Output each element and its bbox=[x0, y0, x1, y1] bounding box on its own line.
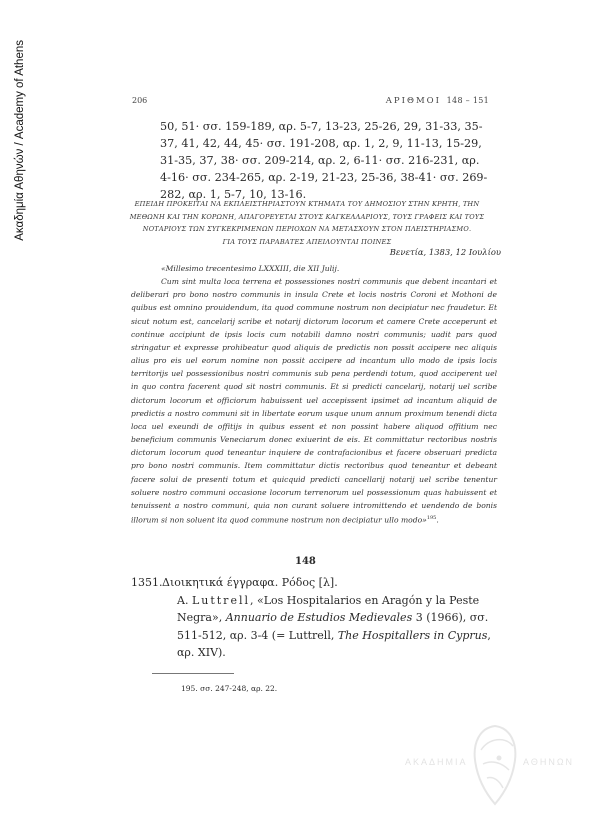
book-title: The Hospitallers in Cyprus bbox=[337, 628, 488, 642]
entry-number: 1351. bbox=[131, 576, 163, 589]
running-head bbox=[132, 94, 489, 108]
side-label bbox=[14, 40, 28, 280]
summary-line: ΝΟΤΑΡΙΟΥΣ ΤΩΝ ΣΥΓΚΕΚΡΙΜΕΝΩΝ ΠΕΡΙΟΧΩΝ ΝΑ ΜΕΤΑΣΧΟΥΝ ΣΤΟΝ ΠΛΕΙΣΤΗΡΙΑΣΜΟ. bbox=[142, 225, 472, 233]
running-title-greek: ΑΡΙΘΜΟΙ bbox=[385, 96, 441, 106]
journal-title: Annuario de Estudios Medievales bbox=[225, 611, 413, 624]
dateline: Βενετία, 1383, 12 Ιουλίου bbox=[389, 247, 501, 257]
section-number: 148 bbox=[295, 556, 316, 567]
running-title-range: 148 – 151 bbox=[446, 96, 489, 105]
footnote-divider bbox=[152, 673, 234, 674]
latin-end-punct: . bbox=[436, 515, 439, 525]
citation-part-1: , «Los Hospitalarios en Aragón y la Peste Negra», bbox=[177, 593, 480, 624]
latin-text bbox=[131, 262, 497, 527]
watermark-right-text: ΑΘΗΝΩΝ bbox=[523, 757, 575, 767]
latin-body-paragraph bbox=[131, 275, 497, 527]
latin-body: Cum sint multa loca terrena et possessiones nostri communis que debent incantari et deliberari pro bono nostro communis in insula Crete et locis nostris Coroni et Mothoni de quibus est omnino prouidendum, ita quod commune nostrum non decipiatur nec fraudetur. Et sicut notum est, cancelarij scribe et notarij dictorum locorum et camere Crete acceperunt et continue accipiunt de ipsis locis cum notabili damno nostri communis; uadit pars quod stringatur et expresse prohibeatur quod aliquis de predictis non possit accipere nec aliquis alius pro eis uel eorum nomine non possit accipere ad incantum ullo modo de ipsis locis territorijs uel possessionibus nostri communis sub pena perdendi totum, quod acciperent uel in quo contra facerent quod sit nostri communis. Et si predicti cancelarij, notarij uel scribe dictorum locorum et officiorum habuissent uel accepissent ipsimet ad incantum aliquid de predictis a nostro communi sit in libertate eorum usque unum annum proximum tenendi dicta loca uel exeundi de offitijs in quibus essent et non possint habere aliquod offitium nec beneficium communis Veneciarum donec exiuerint de eis. Et committatur rectoribus nostris dictorum locorum quod teneantur inquiere de contrafacionibus et facere obseruari predicta pro bono nostri communis. Item committatur dictis rectoribus quod teneantur et debeant facere solui de presenti totum et quicquid predicti cancellarij notarij uel scribe tenentur soluere nostro communi occasione locorum terrenorum uel possessionum quas habuissent et tenuissent a nostro communi, quia non curant soluere intromittendo et uendendo de bonis illorum si non soluent ita quod commune nostrum non decipiatur ullo modo» bbox=[131, 277, 497, 525]
summary-line: ΓΙΑ ΤΟΥΣ ΠΑΡΑΒΑΤΕΣ ΑΠΕΙΛΟΥΝΤΑΙ ΠΟΙΝΕΣ bbox=[222, 237, 392, 246]
athena-head-icon bbox=[465, 720, 525, 810]
footnote: 195. σσ. 247-248, αρ. 22. bbox=[181, 684, 278, 693]
entry-body bbox=[162, 574, 499, 662]
entry-title: Διοικητικά έγγραφα. Ρόδος [λ]. bbox=[162, 576, 338, 589]
citation-part-2: 3 (1966), σσ. 511-512, αρ. 3-4 (= Luttrell, bbox=[177, 611, 489, 642]
footnote-reference: 195 bbox=[426, 514, 437, 521]
page-number: 206 bbox=[132, 96, 148, 105]
side-label-text: Ακαδημία Αθηνών / Academy of Athens bbox=[14, 40, 26, 241]
watermark-left-text: ΑΚΑΔΗΜΙΑ bbox=[405, 757, 468, 767]
author-initial: A. bbox=[177, 593, 189, 607]
running-title bbox=[386, 96, 489, 106]
citation-part-3: , αρ. XIV). bbox=[177, 628, 491, 659]
academy-watermark bbox=[405, 720, 585, 815]
document-summary bbox=[113, 198, 501, 248]
reference-list: 50, 51· σσ. 159-189, αρ. 5-7, 13-23, 25-26, 29, 31-33, 35-37, 41, 42, 44, 45· σσ. 191-208, αρ. 1, 2, 9, 11-13, 15-29, 31-35, 37, 38· σσ. 209-214, αρ. 2, 6-11· σσ. 216-231, αρ. 4-16· σσ. 234-265, αρ. 2-19, 21-23, 25-36, 38-41· σσ. 269-282, αρ. 1, 5-7, 10, 13-16. bbox=[160, 120, 488, 201]
latin-intro: «Millesimo trecentesimo LXXXIII, die XII Julij. bbox=[161, 264, 340, 273]
summary-line: ΕΠΕΙΔΗ ΠΡΟΚΕΙΤΑΙ ΝΑ ΕΚΠΛΕΙΣΤΗΡΙΑΣΤΟΥΝ ΚΤΗΜΑΤΑ ΤΟΥ ΔΗΜΟΣΙΟΥ ΣΤΗΝ ΚΡΗΤΗ, ΤΗΝ bbox=[134, 200, 480, 208]
author-name: Luttrell bbox=[191, 593, 250, 607]
summary-line: ΜΕΘΩΝΗ ΚΑΙ ΤΗΝ ΚΟΡΩΝΗ, ΑΠΑΓΟΡΕΥΕΤΑΙ ΣΤΟΥΣ ΚΑΓΚΕΛΛΑΡΙΟΥΣ, ΤΟΥΣ ΓΡΑΦΕΙΣ ΚΑΙ ΤΟΥΣ bbox=[129, 212, 485, 221]
